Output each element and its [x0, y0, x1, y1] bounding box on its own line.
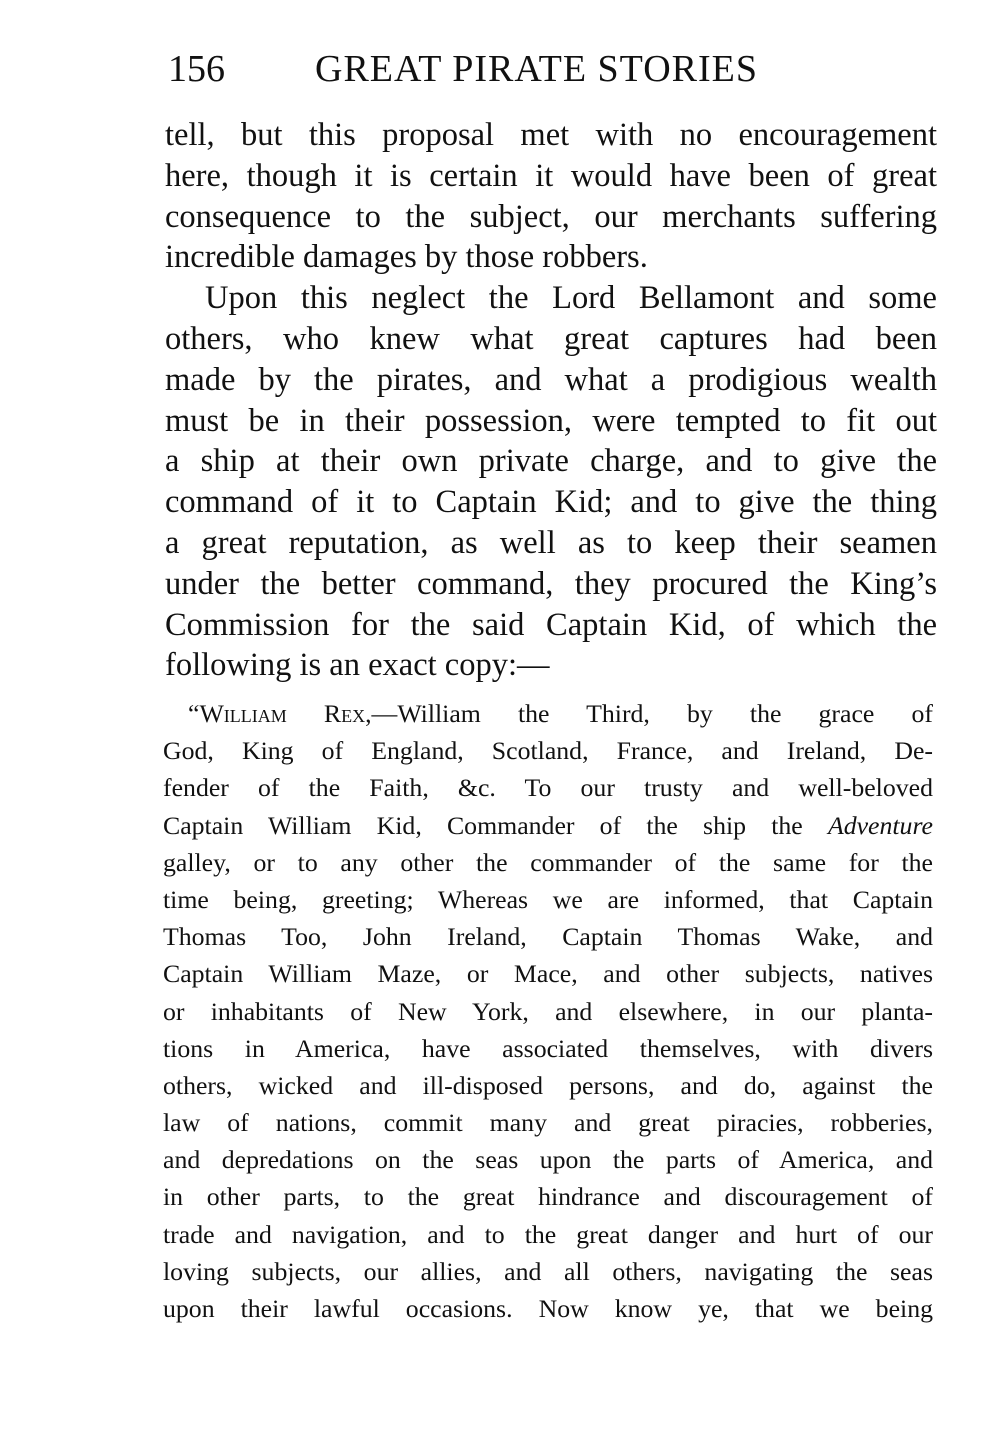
quote-line: Captain William Maze, or Mace, and other subjects, natives — [163, 959, 933, 989]
quote-line-with-ship — [163, 807, 933, 844]
commission-quote — [163, 695, 933, 1327]
body-line: must be in their possession, were tempted to fit out — [165, 402, 937, 439]
ship-name: Adventure — [827, 810, 933, 840]
body-line: here, though it is certain it would have been of great — [165, 157, 937, 194]
quote-line: in other parts, to the great hindrance and discouragement of — [163, 1182, 933, 1212]
quote-line: and depredations on the seas upon the parts of America, and — [163, 1145, 933, 1175]
body-line: a ship at their own private charge, and to give the — [165, 443, 937, 480]
quote-line: others, wicked and ill-disposed persons, and do, against the — [163, 1070, 933, 1100]
page-header — [168, 44, 808, 94]
quote-line: Thomas Too, John Ireland, Captain Thomas Wake, and — [163, 922, 933, 952]
page-number: 156 — [168, 48, 225, 90]
body-text — [165, 115, 937, 686]
quote-line: or inhabitants of New York, and elsewhere, in our planta- — [163, 996, 933, 1026]
quote-opening: “William Rex,— — [188, 699, 398, 728]
quote-line: God, King of England, Scotland, France, and Ireland, De- — [163, 736, 933, 766]
quote-line: tions in America, have associated themselves, with divers — [163, 1033, 933, 1063]
body-line: tell, but this proposal met with no encouragement — [165, 117, 937, 153]
quote-line-text: Captain William Kid, Commander of the ship the — [163, 810, 803, 840]
quote-line: law of nations, commit many and great piracies, robberies, — [163, 1108, 933, 1138]
body-line: made by the pirates, and what a prodigious wealth — [165, 361, 937, 398]
body-line: command of it to Captain Kid; and to give the thing — [165, 484, 937, 521]
body-line: following is an exact copy:— — [165, 647, 550, 684]
paragraph-start-line: Upon this neglect the Lord Bellamont and some — [205, 280, 937, 317]
body-line: incredible damages by those robbers. — [165, 239, 648, 276]
quote-line-text: William the Third, by the grace of — [397, 699, 933, 728]
body-line: others, who knew what great captures had been — [165, 320, 937, 357]
body-line: Commission for the said Captain Kid, of which the — [165, 606, 937, 643]
running-title: GREAT PIRATE STORIES — [315, 48, 758, 90]
body-line: consequence to the subject, our merchants suffering — [165, 198, 937, 235]
quote-line: upon their lawful occasions. Now know ye, that we being — [163, 1294, 933, 1323]
quote-line: time being, greeting; Whereas we are informed, that Captain — [163, 884, 933, 914]
body-line: a great reputation, as well as to keep their seamen — [165, 524, 937, 561]
quote-line: fender of the Faith, &c. To our trusty and well-beloved — [163, 773, 933, 803]
quote-line: loving subjects, our allies, and all others, navigating the seas — [163, 1256, 933, 1286]
body-line: under the better command, they procured the King’s — [165, 565, 937, 602]
quote-line: galley, or to any other the commander of the same for the — [163, 847, 933, 877]
quote-line: trade and navigation, and to the great danger and hurt of our — [163, 1219, 933, 1249]
quote-first-line — [163, 695, 933, 732]
